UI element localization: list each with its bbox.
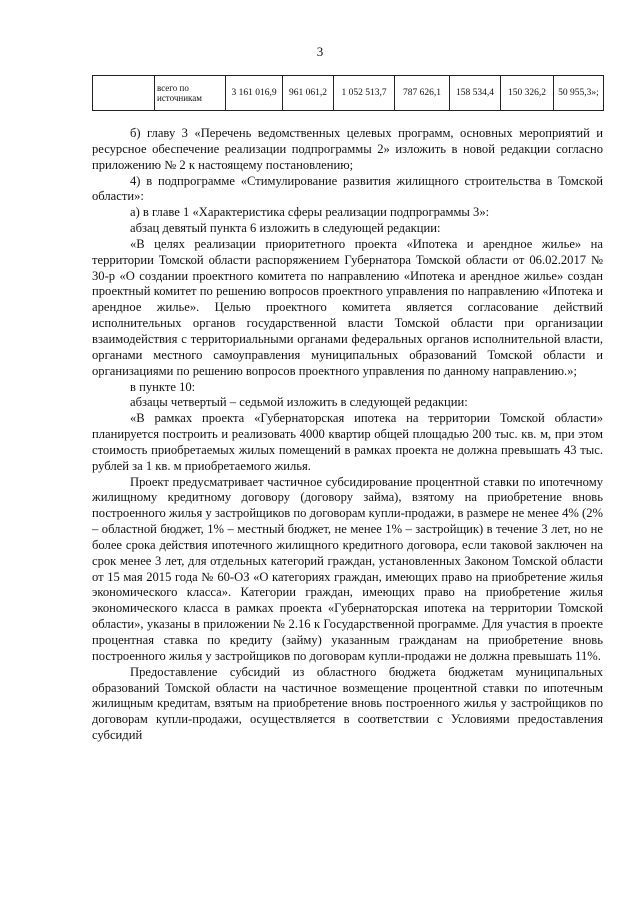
paragraph: в пункте 10: <box>130 379 196 394</box>
table-cell-label: всего по источникам <box>155 76 226 111</box>
paragraph: а) в главе 1 «Характеристика сферы реализации подпрограммы 3»: <box>130 205 490 220</box>
table-cell-empty <box>93 76 155 111</box>
paragraph: 4) в подпрограмме «Стимулирование развития жилищного строительства в Томской области»: <box>92 173 603 204</box>
paragraph: абзац девятый пункта 6 изложить в следующей редакции: <box>130 221 441 236</box>
table-cell: 150 326,2 <box>501 76 554 111</box>
paragraph: «В рамках проекта «Губернаторская ипотека на территории Томской области» планируется построить и реализовать 4000 квартир общей площадью 200 тыс. кв. м, при этом стоимость приобретаемых жилых помещений в рамках проекта не должна превышать 43 тыс. рублей за 1 кв. м приобретаемого жилья. <box>92 411 603 473</box>
table-cell: 787 626,1 <box>395 76 450 111</box>
document-body <box>92 126 603 744</box>
page-number: 3 <box>316 44 324 59</box>
table-cell: 3 161 016,9 <box>226 76 283 111</box>
table-cell: 961 061,2 <box>283 76 334 111</box>
paragraph: «В целях реализации приоритетного проекта «Ипотека и арендное жилье» на территории Томской области распоряжением Губернатора Томской области от 06.02.2017 № 30-р «О создании проектного комитета по направлению «Ипотека и арендное жилье» создан проектный комитет по решению вопросов проектного управления по направлению «Ипотека и арендное жилье». Целью проектного комитета является согласование действий исполнительных органов государственной власти Томской области при организации взаимодействия с территориальными органами федеральных органов исполнительной власти, органами местного самоуправления муниципальных образований Томской области и организациями по решению вопросов проектного управления по данному направлению.»; <box>92 236 603 378</box>
table-cell: 50 955,3»; <box>554 76 604 111</box>
paragraph: Предоставление субсидий из областного бюджета бюджетам муниципальных образований Томской области на частичное возмещение процентной ставки по ипотечным жилищным кредитам, взятым на приобретение вновь построенного жилья у застройщиков по договорам купли-продажи, осуществляется в соответствии с Условиями предоставления субсидий <box>92 664 603 743</box>
paragraph: б) главу 3 «Перечень ведомственных целевых программ, основных мероприятий и ресурсное обеспечение реализации подпрограммы 2» изложить в новой редакции согласно приложению № 2 к настоящему постановлению; <box>92 126 603 172</box>
table-cell: 158 534,4 <box>450 76 501 111</box>
paragraph: Проект предусматривает частичное субсидирование процентной ставки по ипотечному жилищному кредитному договору (договору займа), взятому на приобретение вновь построенного жилья у застройщиков по договорам купли-продажи, в размере не менее 4% (2% – областной бюджет, 1% – местный бюджет, не менее 1% – застройщик) в течение 3 лет, но не более срока действия ипотечного жилищного кредитного договора, если таковой заключен на срок менее 3 лет, для отдельных категорий граждан, установленных Законом Томской области от 15 мая 2015 года № 60-ОЗ «О категориях граждан, имеющих право на приобретение жилья экономического класса». Категории граждан, имеющих право на приобретение жилья экономического класса в рамках проекта «Губернаторская ипотека на территории Томской области», указаны в приложении № 2.16 к Государственной программе. Для участия в проекте процентная ставка по кредиту (займу) указанным гражданам на приобретение вновь построенного жилья у застройщиков по договорам купли-продажи не должна превышать 11%. <box>92 474 603 663</box>
paragraph: абзацы четвертый – седьмой изложить в следующей редакции: <box>130 395 468 410</box>
table-cell: 1 052 513,7 <box>334 76 395 111</box>
funding-summary-table <box>92 75 604 111</box>
table-row <box>93 76 604 111</box>
